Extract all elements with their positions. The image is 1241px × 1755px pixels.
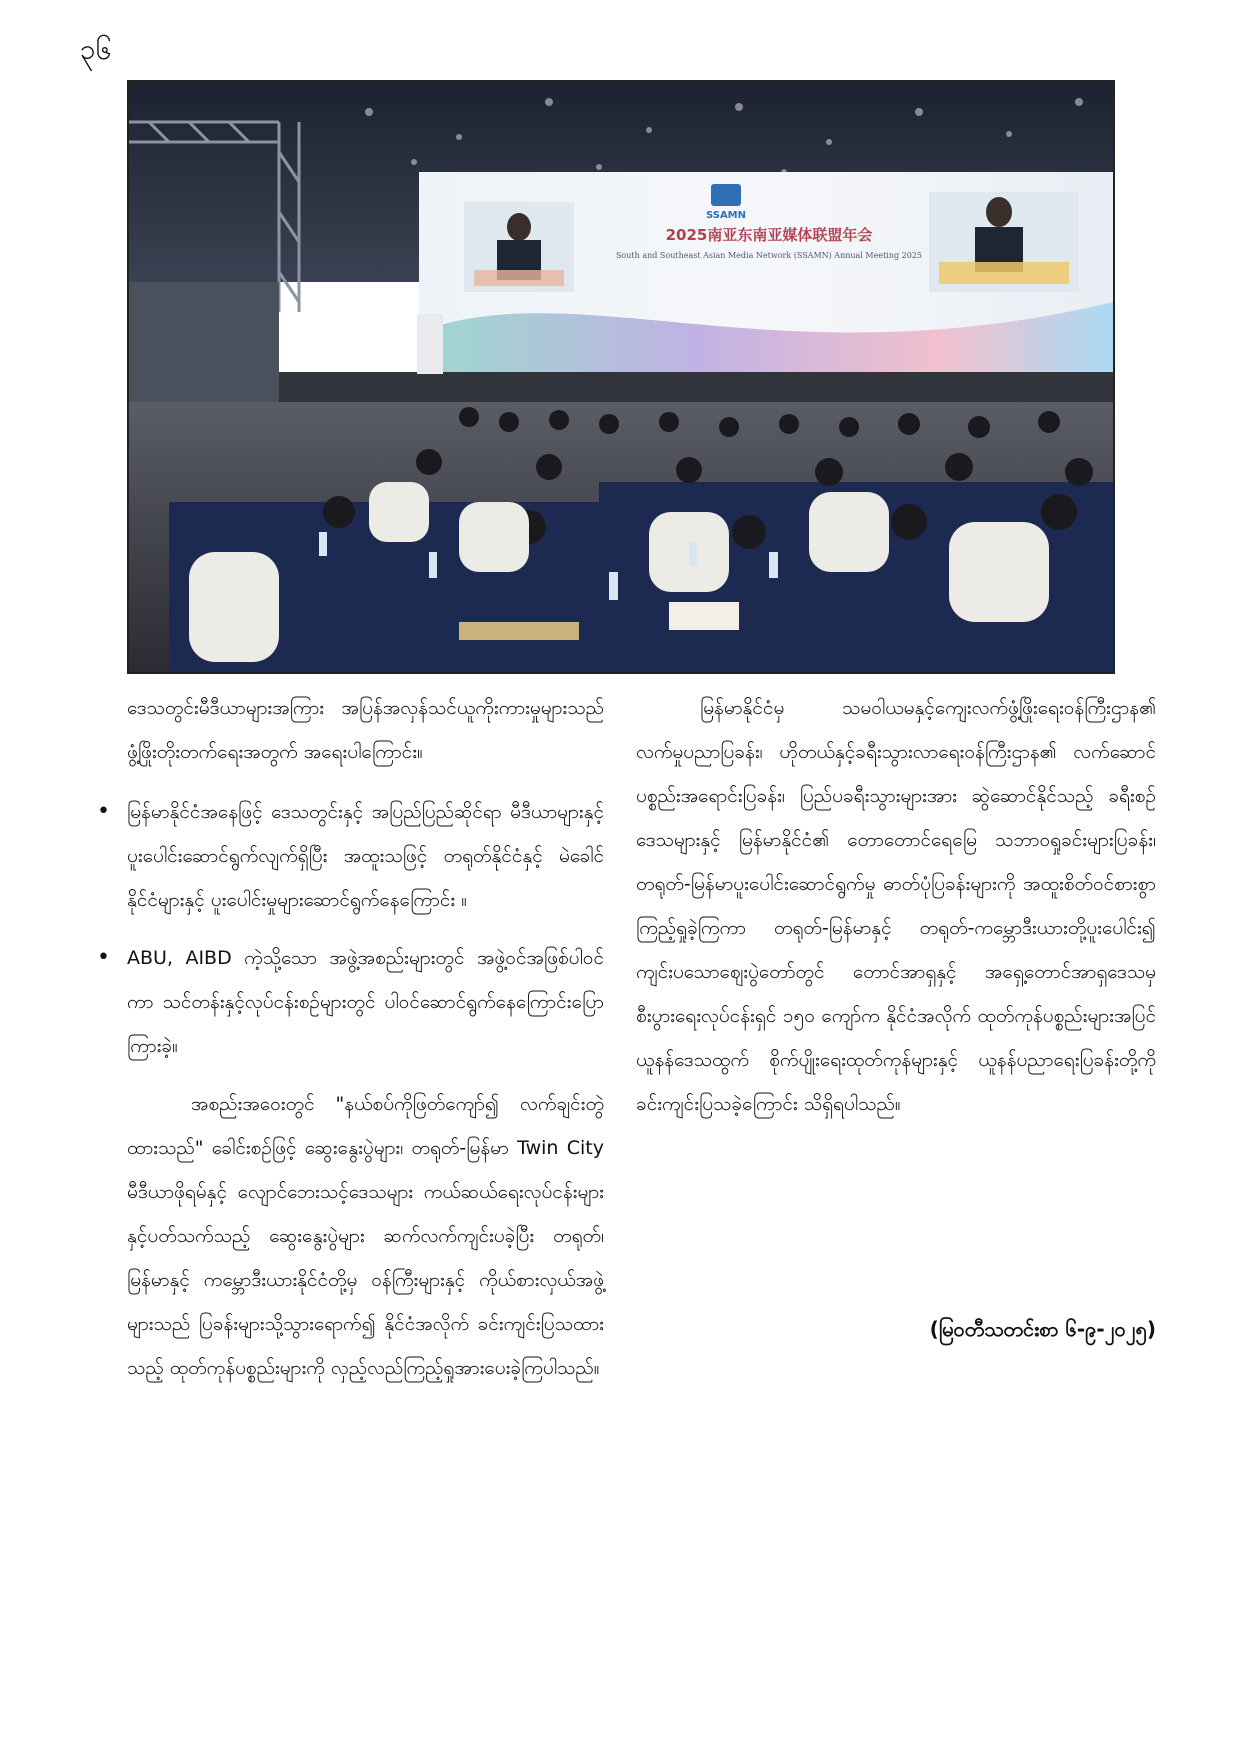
conference-photo: [127, 80, 1115, 674]
left-paragraph-2: အစည်းအဝေးတွင် "နယ်စပ်ကိုဖြတ်ကျော်၍ လက်ချင်းတွဲထားသည်" ခေါင်းစဉ်ဖြင့် ဆွေးနွေးပွဲများ၊ တရုတ်-မြန်မာ Twin City မီဒီယာဖိုရမ်နှင့် လျောင်ဘေးသင့်ဒေသများ ကယ်ဆယ်ရေးလုပ်ငန်းများနှင့်ပတ်သက်သည့် ဆွေးနွေးပွဲများ ဆက်လက်ကျင်းပခဲ့ပြီး တရုတ်၊ မြန်မာနှင့် ကမ္ဘောဒီးယားနိုင်ငံတို့မှ ဝန်ကြီးများနှင့် ကိုယ်စားလှယ်အဖွဲ့များသည် ပြခန်းများသို့သွားရောက်၍ နိုင်ငံအလိုက် ခင်းကျင်းပြသထားသည့် ထုတ်ကုန်ပစ္စည်းများကို လှည့်လည်ကြည့်ရှုအားပေးခဲ့ကြပါသည်။: [127, 1093, 604, 1379]
bullet-list: [127, 790, 604, 1068]
left-paragraph-1: ဒေသတွင်းမီဒီယာများအကြား အပြန်အလှန်သင်ယူကိုးကားမှုများသည် ဖွံ့ဖြိုးတိုးတက်ရေးအတွက် အရေးပါကြောင်း။: [127, 697, 604, 763]
page-number: ၃၆: [80, 33, 112, 66]
svg-text:South and Southeast Asian Medi: South and Southeast Asian Media Network (SSAMN) Annual Meeting 2025: [615, 251, 923, 260]
source-citation: (မြဝတီသတင်းစာ ၆-၉-၂၀၂၅): [929, 1317, 1156, 1341]
bullet-item: • မြန်မာနိုင်ငံအနေဖြင့် ဒေသတွင်းနှင့် အပြည်ပြည်ဆိုင်ရာ မီဒီယာများနှင့် ပူးပေါင်းဆောင်ရွက်လျက်ရှိပြီး အထူးသဖြင့် တရုတ်နိုင်ငံနှင့် မဲခေါင်နိုင်ငံများနှင့် ပူးပေါင်းမှုများဆောင်ရွက်နေကြောင်း ။: [127, 790, 604, 922]
svg-text:2025南亚东南亚媒体联盟年会: 2025南亚东南亚媒体联盟年会: [665, 226, 873, 244]
svg-text:SSAMN: SSAMN: [705, 210, 747, 221]
bullet-item: • ABU, AIBD ကဲ့သို့သော အဖွဲ့အစည်းများတွင် အဖွဲ့ဝင်အဖြစ်ပါဝင်ကာ သင်တန်းနှင့်လုပ်ငန်းစဉ်များတွင် ပါဝင်ဆောင်ရွက်နေကြောင်းပြောကြားခဲ့။: [127, 936, 604, 1068]
right-column: [636, 686, 1156, 1126]
left-column: [127, 686, 604, 1390]
right-paragraph-1: မြန်မာနိုင်ငံမှ သမဝါယမနှင့်ကျေးလက်ဖွံ့ဖြိုးရေးဝန်ကြီးဌာန၏ လက်မှုပညာပြခန်း၊ ဟိုတယ်နှင့်ခရီးသွားလာရေးဝန်ကြီးဌာန၏ လက်ဆောင်ပစ္စည်းအရောင်းပြခန်း၊ ပြည်ပခရီးသွားများအား ဆွဲဆောင်နိုင်သည့် ခရီးစဉ်ဒေသများနှင့် မြန်မာနိုင်ငံ၏ တောတောင်ရေမြေ သဘာဝရှုခင်းများပြခန်း၊ တရုတ်-မြန်မာပူးပေါင်းဆောင်ရွက်မှု ဓာတ်ပုံပြခန်းများကို အထူးစိတ်ဝင်စားစွာ ကြည့်ရှုခဲ့ကြကာ တရုတ်-မြန်မာနှင့် တရုတ်-ကမ္ဘောဒီးယားတို့ပူးပေါင်း၍ ကျင်းပသောဈေးပွဲတော်တွင် တောင်အာရှနှင့် အရှေ့တောင်အာရှဒေသမှ စီးပွားရေးလုပ်ငန်းရှင် ၁၅၀ ကျော်က နိုင်ငံအလိုက် ထုတ်ကုန်ပစ္စည်းများအပြင် ယူနန်ဒေသထွက် စိုက်ပျိုးရေးထုတ်ကုန်များနှင့် ယူနန်ပညာရေးပြခန်းတို့ကို ခင်းကျင်းပြသခဲ့ကြောင်း သိရှိရပါသည်။: [636, 697, 1156, 1115]
